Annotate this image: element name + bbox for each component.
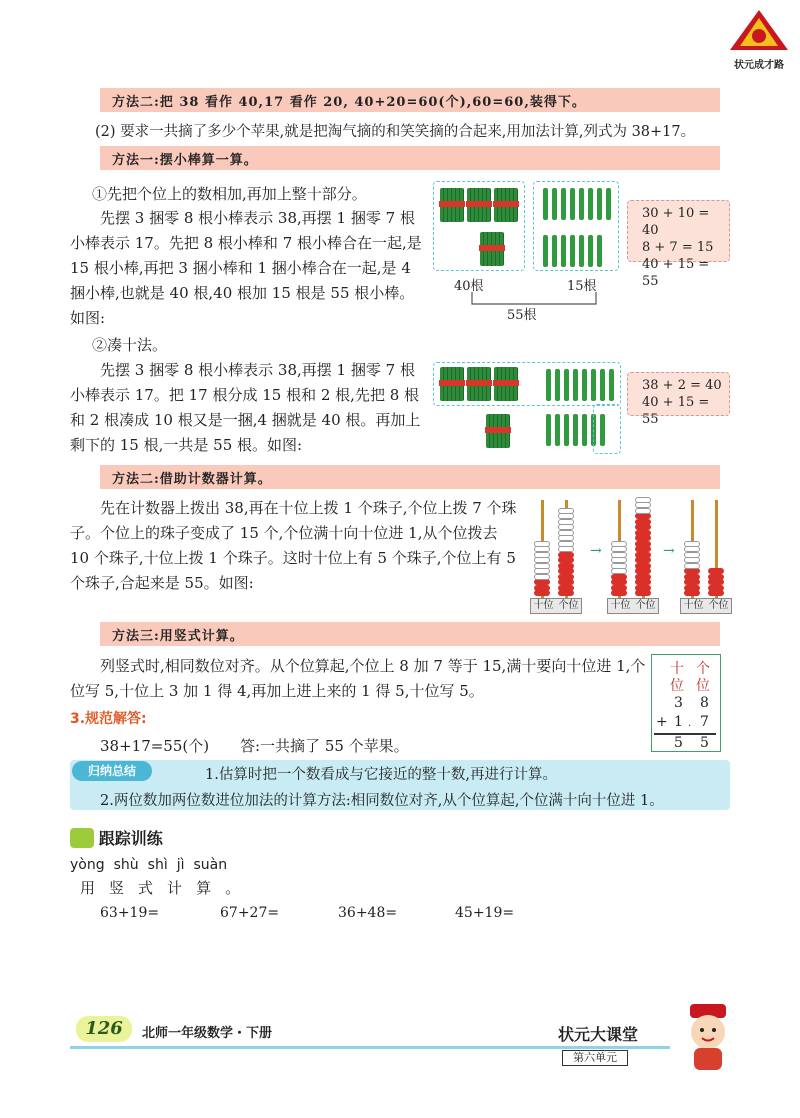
stick <box>582 414 587 446</box>
method1-band <box>100 146 720 170</box>
abacus-bead <box>684 574 700 580</box>
stick <box>573 414 578 446</box>
abacus-bead <box>534 568 550 574</box>
abacus-bead <box>635 541 651 547</box>
figure2-equations <box>627 372 730 427</box>
abacus-bead <box>534 546 550 552</box>
question-2: (2) 要求一共摘了多少个苹果,就是把淘气摘的和笑笑摘的合起来,用加法计算,列式为 38+17。 <box>95 124 696 140</box>
bundle <box>467 188 491 222</box>
abacus-bead <box>684 579 700 585</box>
abacus-bead <box>558 590 574 596</box>
stick <box>588 235 593 267</box>
stick <box>543 235 548 267</box>
figure2-eq2: 40 + 15 = 55 <box>642 395 710 427</box>
abacus-bead <box>558 513 574 519</box>
row1-ones: 8 <box>700 695 709 711</box>
practice-problem: 63+19= <box>100 905 160 921</box>
stick <box>561 235 566 267</box>
figure1-eq1: 30 + 10 = 40 <box>642 206 710 238</box>
pinyin-syllable: shù <box>113 857 139 873</box>
abacus-tens-label: 十位 <box>610 600 631 611</box>
abacus-bead <box>708 585 724 591</box>
carry-mark: . <box>688 718 692 729</box>
abacus-bead <box>635 530 651 536</box>
footer-rule <box>70 1046 670 1049</box>
arrow-icon: → <box>590 543 602 559</box>
method2-text: 先在计数器上拨出 38,再在十位上拨 1 个珠子,个位上拨 7 个珠子。个位上的珠子变成了 15 个,个位满十向十位进 1,从个位拨去 10 个珠子,十位上拨 1 个珠子。这时十位上有 5 个珠子,个位上有 5 个珠子,合起来是 55。如图: <box>70 499 517 592</box>
method1-label: 方法一:摆小棒算一算。 <box>112 153 258 168</box>
abacus-bead <box>684 563 700 569</box>
abacus-bead <box>534 557 550 563</box>
abacus-bead <box>635 552 651 558</box>
abacus-bead <box>708 574 724 580</box>
header-tens: 十 <box>670 661 684 677</box>
stick <box>564 414 569 446</box>
abacus-bead <box>684 568 700 574</box>
unit-label: 第六单元 <box>573 1051 617 1064</box>
row2-ones: 7 <box>700 714 709 730</box>
bundle <box>494 188 518 222</box>
abacus-bead <box>635 546 651 552</box>
method3-band <box>100 622 720 646</box>
bundle <box>494 367 518 401</box>
abacus-base <box>607 598 659 614</box>
summary-badge <box>72 761 152 781</box>
abacus-bead <box>635 502 651 508</box>
brand-name: 状元大课堂 <box>558 1025 639 1044</box>
stick <box>597 235 602 267</box>
page-number: 126 <box>85 1018 123 1039</box>
unit-badge <box>562 1050 628 1066</box>
abacus-bead <box>635 513 651 519</box>
figure2-extra-group <box>593 404 621 454</box>
stick <box>546 414 551 446</box>
label-40: 40根 <box>454 279 484 294</box>
step1-text: 先摆 3 捆零 8 根小棒表示 38,再摆 1 捆零 7 根小棒表示 17。先把 8 根小棒和 7 根小棒合在一起,是 15 根小棒,再把 3 捆小棒和 1 捆小棒合在一起,是 4 捆小棒,也就是 40 根,40 根加 15 根是 55 根小棒。如图: <box>70 209 422 327</box>
mascot-icon <box>676 1000 740 1076</box>
abacus-bead <box>558 557 574 563</box>
stick <box>564 369 569 401</box>
abacus-ones-label: 个位 <box>635 600 656 611</box>
summary-line1: 1.估算时把一个数看成与它接近的整十数,再进行计算。 <box>205 767 557 783</box>
abacus-bead <box>684 541 700 547</box>
abacus-bead <box>558 552 574 558</box>
label-15: 15根 <box>567 279 597 294</box>
hanzi-char: 用 <box>80 879 96 897</box>
stick <box>561 188 566 220</box>
hanzi-row <box>80 877 254 898</box>
abacus-bead <box>558 508 574 514</box>
stick <box>552 188 557 220</box>
stick <box>609 369 614 401</box>
abacus-bead <box>534 574 550 580</box>
stick <box>555 369 560 401</box>
stick <box>546 369 551 401</box>
logo <box>728 8 790 71</box>
abacus-bead <box>558 530 574 536</box>
abacus-bead <box>558 568 574 574</box>
page-number-badge <box>76 1016 132 1042</box>
abacus-bead <box>635 557 651 563</box>
abacus-bead <box>611 574 627 580</box>
hanzi-char: 计 <box>167 879 183 897</box>
header-ones: 个 <box>696 661 710 677</box>
abacus-bead <box>611 568 627 574</box>
practice-problem: 36+48= <box>338 905 398 921</box>
abacus-ones-label: 个位 <box>708 600 729 611</box>
abacus-bead <box>611 557 627 563</box>
abacus-bead <box>558 535 574 541</box>
abacus-bead <box>635 508 651 514</box>
practice-header <box>70 826 163 849</box>
step2-text: 先摆 3 捆零 8 根小棒表示 38,再摆 1 捆零 7 根小棒表示 17。把 17 根分成 15 根和 2 根,先把 8 根和 2 根凑成 10 根又是一捆,4 捆就是 40 根。再加上剩下的 15 根,一共是 55 根。如图: <box>70 361 421 454</box>
abacus-bead <box>558 579 574 585</box>
method2-estimate-label: 方法二:把 38 看作 40,17 看作 20, 40+20=60(个),60=60,装得下。 <box>112 95 586 110</box>
abacus-bead <box>708 568 724 574</box>
abacus-bead <box>684 557 700 563</box>
stick <box>570 188 575 220</box>
stick <box>606 188 611 220</box>
summary-line2: 2.两位数加两位数进位加法的计算方法:相同数位对齐,从个位算起,个位满十向十位进 1。 <box>100 793 664 809</box>
abacus-bead <box>635 519 651 525</box>
bundle <box>440 188 464 222</box>
abacus-bead <box>534 590 550 596</box>
hanzi-char: 算 <box>196 879 212 897</box>
answer-equation: 38+17=55(个) <box>100 737 210 755</box>
result-tens: 5 <box>674 735 683 751</box>
label-55: 55根 <box>507 308 537 323</box>
abacus-bead <box>558 574 574 580</box>
abacus-bead <box>708 590 724 596</box>
abacus-ones-label: 个位 <box>558 600 579 611</box>
abacus-bead <box>534 552 550 558</box>
plus-sign: + <box>656 714 668 730</box>
practice-title: 跟踪训练 <box>98 829 163 848</box>
abacus-bead <box>635 579 651 585</box>
book-title: 北师一年级数学・下册 <box>142 1026 273 1041</box>
method3-text: 列竖式时,相同数位对齐。从个位算起,个位上 8 加 7 等于 15,满十要向十位进 1,个位写 5,十位上 3 加 1 得 4,再加上进上来的 1 得 5,十位写 5。 <box>70 657 646 700</box>
answer-title: 3.规范解答: <box>70 711 147 727</box>
bundle <box>480 232 504 266</box>
abacus-bead <box>534 579 550 585</box>
abacus-tens-label: 十位 <box>533 600 554 611</box>
abacus-bead <box>708 579 724 585</box>
hanzi-char: 。 <box>225 879 241 897</box>
bundle <box>486 414 510 448</box>
pinyin-syllable: jì <box>176 857 185 873</box>
pinyin-syllable: shì <box>147 857 168 873</box>
row2-tens: 1 <box>674 714 683 730</box>
method2-band <box>100 465 720 489</box>
pinyin-syllable: yòng <box>70 857 105 873</box>
abacus-bead <box>611 585 627 591</box>
hanzi-char: 竖 <box>109 879 125 897</box>
abacus-bead <box>611 541 627 547</box>
header-ones-2: 位 <box>696 678 710 694</box>
stick <box>573 369 578 401</box>
result-ones: 5 <box>700 735 709 751</box>
stick <box>579 188 584 220</box>
abacus-bead <box>635 585 651 591</box>
logo-text: 状元成才路 <box>734 60 784 71</box>
abacus-bead <box>635 568 651 574</box>
pinyin-row <box>70 857 236 873</box>
method3-label: 方法三:用竖式计算。 <box>112 629 244 644</box>
stick <box>600 369 605 401</box>
bundle <box>467 367 491 401</box>
vertical-calculation <box>651 654 721 752</box>
method2-estimate-band <box>100 88 720 112</box>
header-tens-2: 位 <box>670 678 684 694</box>
stick <box>579 235 584 267</box>
step2-title: ②凑十法。 <box>92 336 168 354</box>
logo-emblem-icon <box>728 8 790 52</box>
abacus-bead <box>558 541 574 547</box>
abacus-bead <box>611 590 627 596</box>
stick <box>570 235 575 267</box>
abacus-bead <box>635 574 651 580</box>
abacus-bead <box>534 563 550 569</box>
abacus-bead <box>611 563 627 569</box>
stick <box>582 369 587 401</box>
figure1-eq2: 8 + 7 = 15 <box>642 240 714 255</box>
method2-label: 方法二:借助计数器计算。 <box>112 472 272 487</box>
pinyin-syllable: suàn <box>193 857 228 873</box>
bundle <box>440 367 464 401</box>
abacus-base <box>530 598 582 614</box>
abacus-bead <box>635 524 651 530</box>
abacus-bead <box>684 546 700 552</box>
row1-tens: 3 <box>674 695 683 711</box>
stick <box>552 235 557 267</box>
abacus-bead <box>534 541 550 547</box>
practice-problem: 67+27= <box>220 905 280 921</box>
abacus-bead <box>558 519 574 525</box>
abacus-bead <box>635 497 651 503</box>
figure1-eq3: 40 + 15 = 55 <box>642 257 710 289</box>
abacus-bead <box>684 590 700 596</box>
arrow-icon: → <box>663 543 675 559</box>
figure2-eq1: 38 + 2 = 40 <box>642 378 722 393</box>
hanzi-char: 式 <box>138 879 154 897</box>
abacus-bead <box>635 535 651 541</box>
abacus-bead <box>534 585 550 591</box>
abacus-bead <box>611 552 627 558</box>
stick <box>555 414 560 446</box>
answer-text: 答:一共摘了 55 个苹果。 <box>240 737 409 755</box>
stick <box>591 369 596 401</box>
step1-title: ①先把个位上的数相加,再加上整十部分。 <box>92 185 367 203</box>
stick <box>588 188 593 220</box>
abacus-bead <box>558 585 574 591</box>
stick <box>597 188 602 220</box>
abacus-bead <box>558 563 574 569</box>
abacus-bead <box>684 585 700 591</box>
practice-problem: 45+19= <box>455 905 515 921</box>
abacus-bead <box>635 563 651 569</box>
abacus-bead <box>684 552 700 558</box>
abacus-tens-label: 十位 <box>683 600 704 611</box>
abacus-bead <box>635 590 651 596</box>
abacus-bead <box>558 524 574 530</box>
abacus-bead <box>558 546 574 552</box>
abacus-base <box>680 598 732 614</box>
practice-icon <box>70 828 94 848</box>
stick <box>543 188 548 220</box>
abacus-bead <box>611 579 627 585</box>
figure1-equations <box>627 200 730 289</box>
summary-badge-text: 归纳总结 <box>87 764 136 778</box>
abacus-bead <box>611 546 627 552</box>
